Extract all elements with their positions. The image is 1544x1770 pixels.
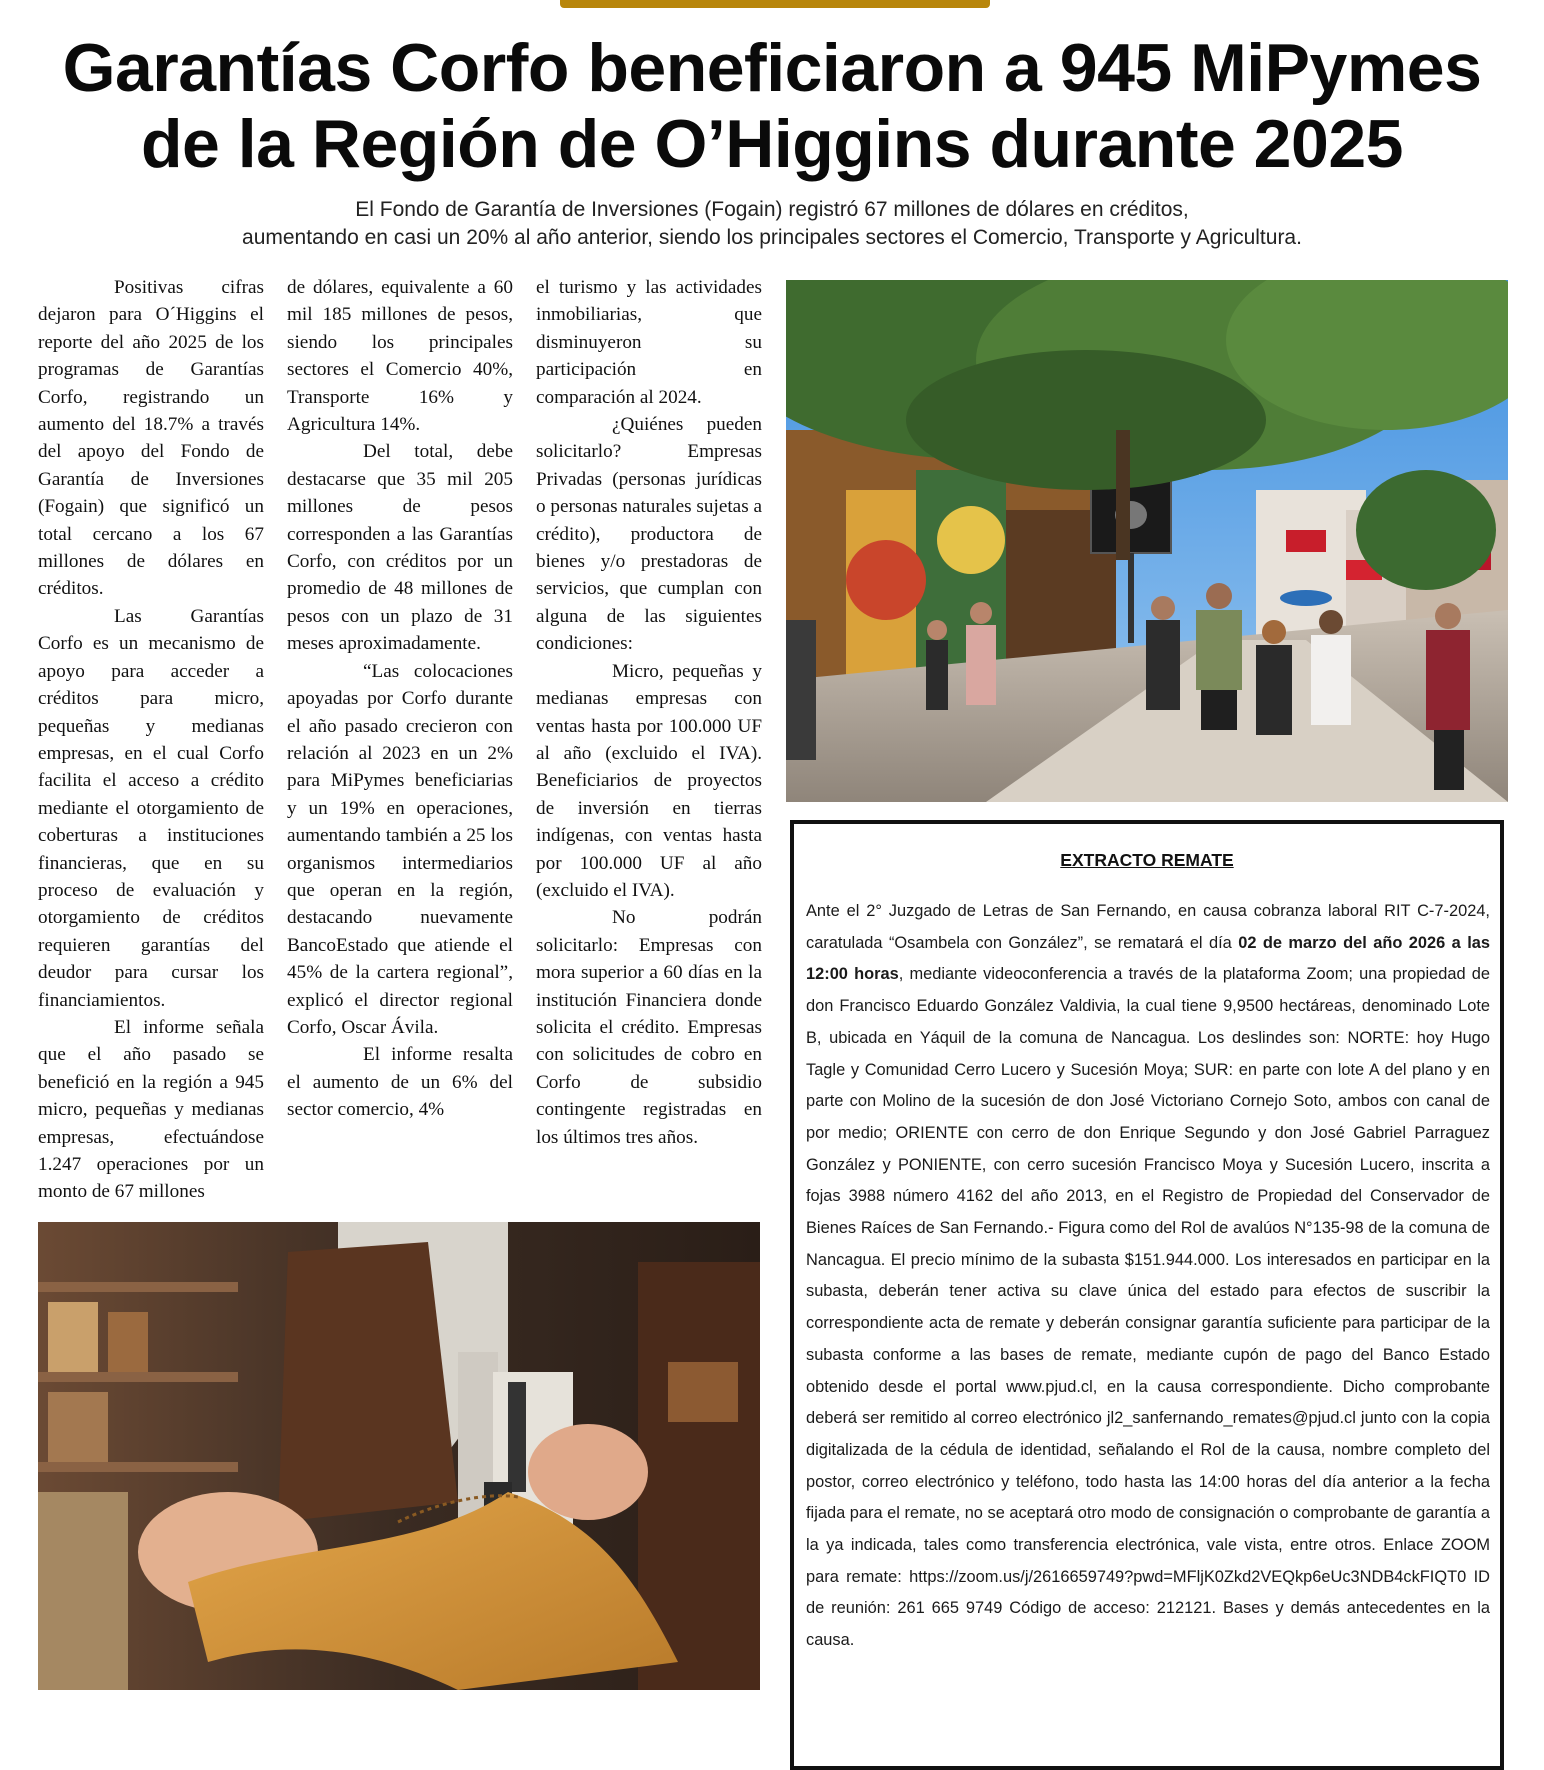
article-column-3: [536, 274, 762, 1151]
legal-notice-box: [790, 820, 1504, 1770]
paragraph: No podrán solicitarlo: Empresas con mora superior a 60 días en la institución Financiera donde solicita el crédito. Empresas con solicitudes de cobro en Corfo de subsidio contingente registradas en los últimos tres años.: [536, 907, 762, 1148]
paragraph: Positivas cifras dejaron para O´Higgins el reporte del año 2025 de los programas de Garantías Corfo, registrando un aumento del 18.7% a través del apoyo del Fondo de Garantía de Inversiones (Fogain) que significó un total cercano a los 67 millones de dólares en créditos.: [38, 277, 264, 600]
street-scene-photo: [786, 280, 1508, 802]
paragraph: Las Garantías Corfo es un mecanismo de apoyo para acceder a créditos para micro, pequeñas y medianas empresas, en el cual Corfo facilita el acceso a crédito mediante el otorgamiento de coberturas a instituciones financieras, que en su proceso de evaluación y otorgamiento de créditos requieren garantías del deudor para cursar los financiamientos.: [38, 605, 264, 1011]
sewing-machine-photo: [38, 1222, 760, 1690]
headline-line-2: de la Región de O’Higgins durante 2025: [141, 106, 1403, 182]
subheadline-line-2: aumentando en casi un 20% al año anterior, siendo los principales sectores el Comercio, Transporte y Agricultura.: [242, 226, 1302, 249]
subheadline-line-1: El Fondo de Garantía de Inversiones (Fogain) registró 67 millones de dólares en créditos,: [355, 198, 1189, 221]
legal-notice-text-continued: , mediante videoconferencia a través de la plataforma Zoom; una propiedad de don Francisco Eduardo González Valdivia, la cual tiene 9,9500 hectáreas, denominado Lote B, ubicada en Yáquil de la comuna de Nancagua. Los deslindes son: NORTE: hoy Hugo Tagle y Comunidad Cerro Lucero y Sucesión Moya; SUR: en parte con lote A del plano y en parte con Molino de la sucesión de don José Victoriano Cornejo Soto, ambos con canal de por medio; ORIENTE con cerro de don Enrique Segundo y don José Gabriel Parraguez González y PONIENTE, con cerro sucesión Francisco Moya y Sucesión Lucero, inscrita a fojas 3988 número 4162 del año 2013, en el Registro de Propiedad del Conservador de Bienes Raíces de San Fernando.- Figura como del Rol de avalúos N°135-98 de la comuna de Nancagua. El precio mínimo de la subasta $151.944.000. Los interesados en participar en la subasta, deberán tener activa su clave única del estado para efectos de suscribir la correspondiente acta de remate y deberán consignar garantía suficiente para participar de la subasta conforme a las bases de remate, mediante cupón de pago del Banco Estado obtenido desde el portal www.pjud.cl, en la causa correspondiente. Dicho comprobante deberá ser remitido al correo electrónico jl2_sanfernando_remates@pjud.cl junto con la copia digitalizada de la cédula de identidad, señalando el Rol de la causa, nombre completo del postor, correo electrónico y teléfono, todo hasta las 14:00 horas del día anterior a la fecha fijada para el remate, no se aceptará otro modo de consignación o comprobante de garantía a la ya indicada, tales como transferencia electrónica, vale vista, entre otros. Enlace ZOOM para remate: https://zoom.us/j/2616659749?pwd=MFljK0Zkd2VEQkp6eUc3NDB4ckFIQT0 ID de reunión: 261 665 9749 Código de acceso: 212121. Bases y demás antecedentes en la causa.: [806, 965, 1490, 1650]
headline-line-1: Garantías Corfo beneficiaron a 945 MiPymes: [62, 30, 1482, 106]
paragraph: el turismo y las actividades inmobiliarias, que disminuyeron su participación en comparación al 2024.: [536, 277, 762, 408]
auction-date: 02 de marzo del año 2026 a las 12:00 horas: [806, 933, 1490, 984]
article-column-2: [287, 274, 513, 1124]
paragraph: “Las colocaciones apoyadas por Corfo durante el año pasado crecieron con relación al 2023 en un 2% para MiPymes beneficiarias y un 19% en operaciones, aumentando también a 25 los organismos intermediarios que operan en la región, destacando nuevamente BancoEstado que atiende el 45% de la cartera regional”, explicó el director regional Corfo, Oscar Ávila.: [287, 660, 513, 1038]
paragraph: de dólares, equivalente a 60 mil 185 millones de pesos, siendo los principales sectores el Comercio 40%, Transporte 16% y Agricultura 14%.: [287, 277, 513, 436]
headline: [30, 30, 1514, 182]
article-column-1: [38, 274, 264, 1206]
paragraph: El informe resalta el aumento de un 6% del sector comercio, 4%: [287, 1044, 513, 1121]
paragraph: El informe señala que el año pasado se benefició en la región a 945 micro, pequeñas y medianas empresas, efectuándose 1.247 operaciones por un monto de 67 millones: [38, 1016, 264, 1203]
legal-notice-body: [806, 896, 1490, 1657]
paragraph: ¿Quiénes pueden solicitarlo? Empresas Privadas (personas jurídicas o personas naturales sujetas a crédito), productora de bienes y/o prestadoras de servicios, que cumplan con alguna de las siguientes condiciones:: [536, 414, 762, 655]
paragraph: Del total, debe destacarse que 35 mil 205 millones de pesos corresponden a las Garantías Corfo, con créditos por un promedio de 48 millones de pesos con un plazo de 31 meses aproximadamente.: [287, 441, 513, 655]
subheadline: [60, 196, 1484, 252]
legal-notice-title: EXTRACTO REMATE: [1060, 850, 1234, 870]
legal-notice-text: Ante el 2° Juzgado de Letras de San Fernando, en causa cobranza laboral RIT C-7-2024, caratulada “Osambela con González”, se rematará el día: [806, 902, 1490, 952]
section-banner-strip: [560, 0, 990, 8]
paragraph: Micro, pequeñas y medianas empresas con ventas hasta por 100.000 UF al año (excluido el IVA). Beneficiarios de proyectos de inversión en tierras indígenas, con ventas hasta por 100.000 UF al año (excluido el IVA).: [536, 660, 762, 901]
